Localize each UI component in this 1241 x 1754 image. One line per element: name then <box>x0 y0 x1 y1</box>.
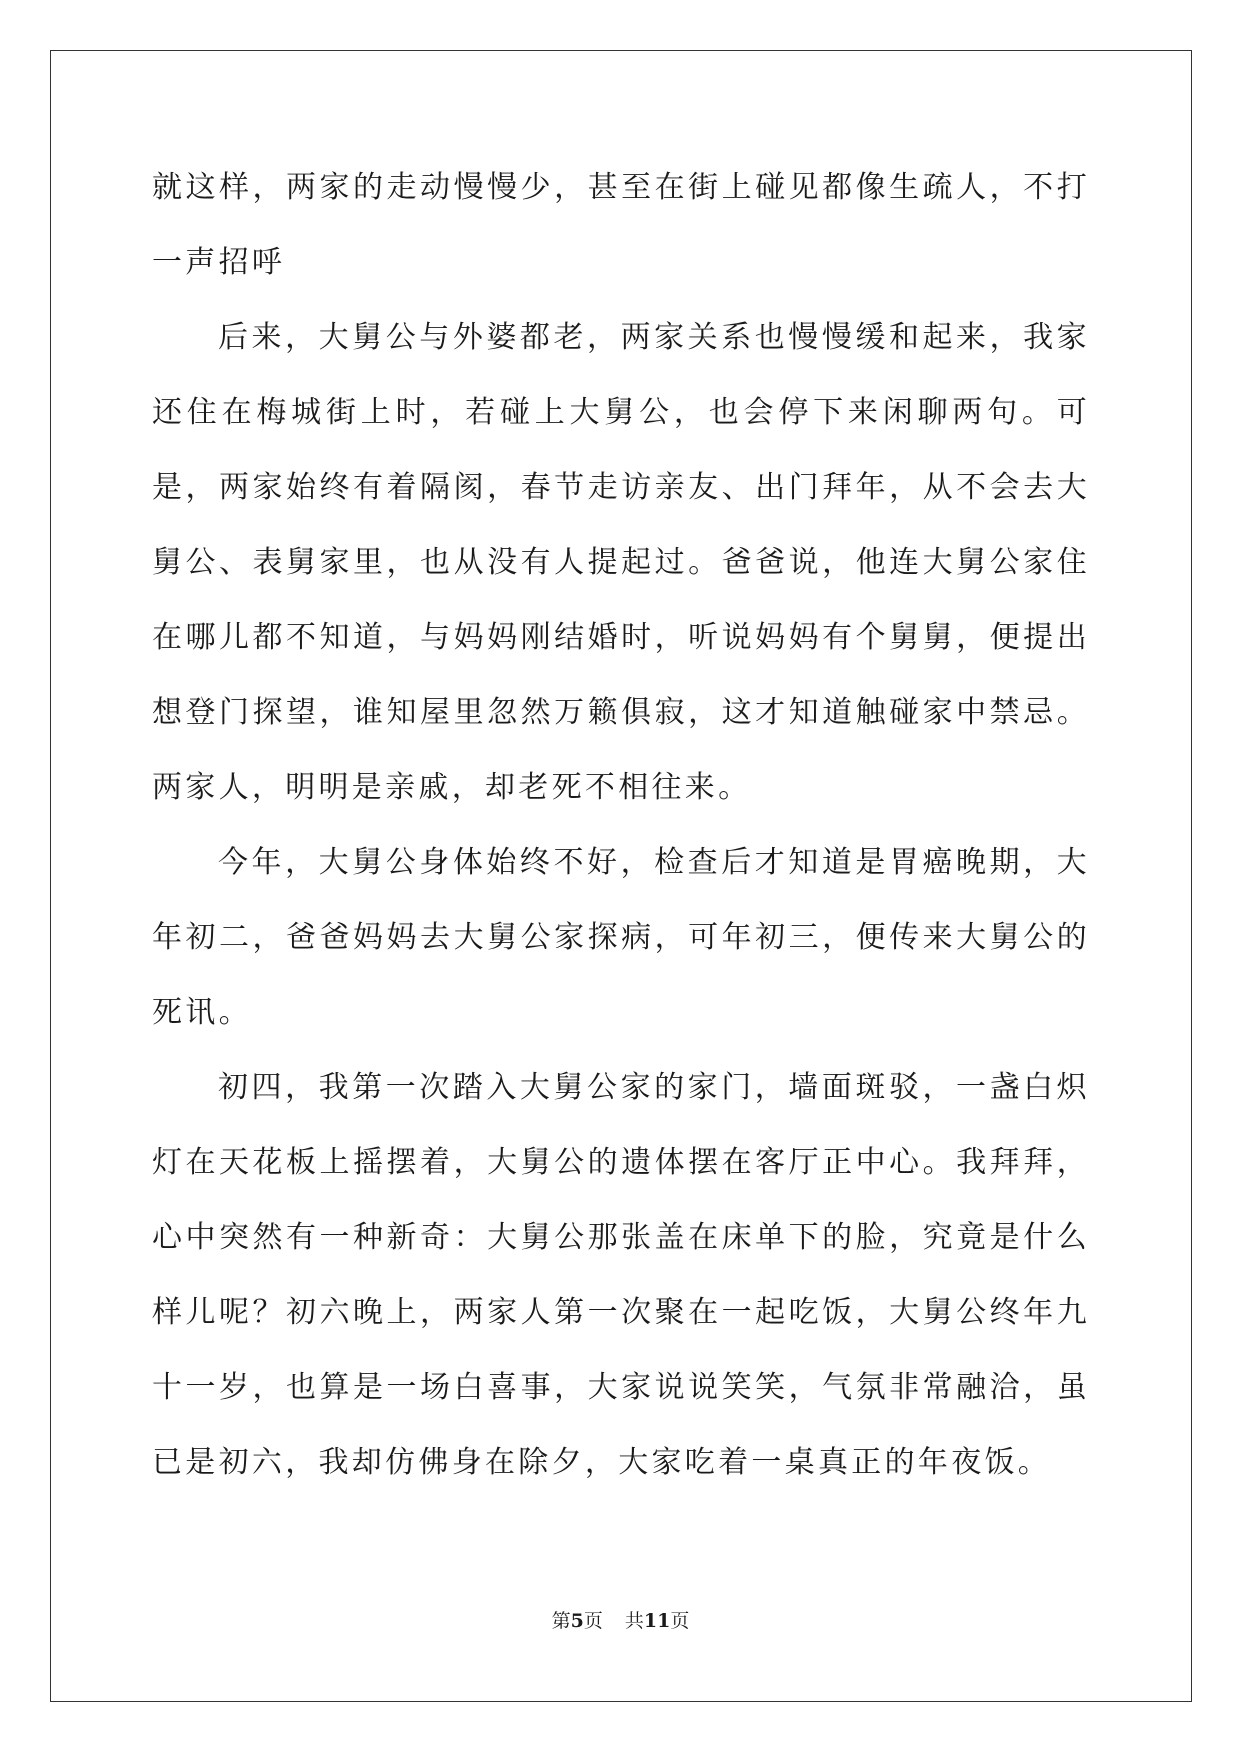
page-indicator <box>552 1610 603 1632</box>
total-prefix: 共 <box>624 1610 644 1632</box>
total-suffix: 页 <box>670 1610 690 1632</box>
current-page-number: 5 <box>570 1610 584 1632</box>
paragraph-1: 就这样，两家的走动慢慢少，甚至在街上碰见都像生疏人，不打一声招呼 <box>152 170 1090 280</box>
total-pages-number: 11 <box>643 1610 671 1632</box>
page-prefix: 第 <box>551 1610 571 1632</box>
paragraph-4: 初四，我第一次踏入大舅公家的家门，墙面斑驳，一盏白炽灯在天花板上摇摆着，大舅公的遗体摆在客厅正中心。我拜拜，心中突然有一种新奇：大舅公那张盖在床单下的脸，究竟是什么样儿呢？初六晚上，两家人第一次聚在一起吃饭，大舅公终年九十一岁，也算是一场白喜事，大家说说笑笑，气氛非常融洽，虽已是初六，我却仿佛身在除夕，大家吃着一桌真正的年夜饭。 <box>152 1070 1090 1480</box>
page-suffix: 页 <box>583 1610 603 1632</box>
total-indicator <box>625 1610 689 1632</box>
page-footer <box>0 1606 1241 1633</box>
paragraph-3: 今年，大舅公身体始终不好，检查后才知道是胃癌晚期，大年初二，爸爸妈妈去大舅公家探病，可年初三，便传来大舅公的死讯。 <box>152 845 1090 1030</box>
paragraph-2: 后来，大舅公与外婆都老，两家关系也慢慢缓和起来，我家还住在梅城街上时，若碰上大舅公，也会停下来闲聊两句。可是，两家始终有着隔阂，春节走访亲友、出门拜年，从不会去大舅公、表舅家里，也从没有人提起过。爸爸说，他连大舅公家住在哪儿都不知道，与妈妈刚结婚时，听说妈妈有个舅舅，便提出想登门探望，谁知屋里忽然万籁俱寂，这才知道触碰家中禁忌。两家人，明明是亲戚，却老死不相往来。 <box>152 320 1090 805</box>
document-body <box>152 150 1090 1500</box>
